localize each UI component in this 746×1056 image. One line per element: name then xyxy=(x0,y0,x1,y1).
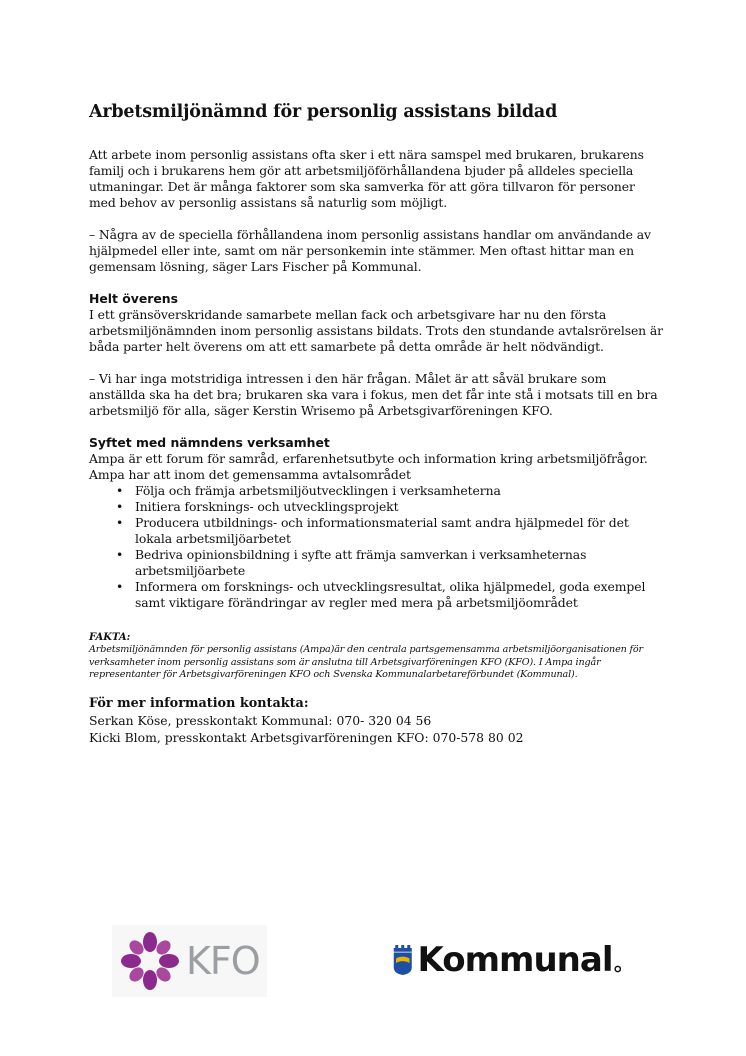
document-title: Arbetsmiljönämnd för personlig assistans bildad xyxy=(89,102,558,122)
quote-lars-fischer: – Några av de speciella förhållandena inom personlig assistans handlar om användande av hjälpmedel eller inte, samt om när personkemin inte stämmer. Men oftast hittar man en gemensam lösning, säger Lars Fischer på Kommunal. xyxy=(89,227,651,274)
list-item: • Initiera forsknings- och utvecklingsprojekt xyxy=(135,499,664,515)
kfo-logo xyxy=(112,925,267,997)
fakta-heading: FAKTA: xyxy=(89,632,131,643)
kfo-flower-icon xyxy=(118,929,182,993)
section-text-syftet: Ampa är ett forum för samråd, erfarenhetsutbyte och information kring arbetsmiljöfrågor. Ampa har att inom det gemensamma avtalsområdet xyxy=(89,451,648,482)
intro-paragraph: Att arbete inom personlig assistans ofta sker i ett nära samspel med brukaren, brukarens familj och i brukarens hem gör att arbetsmiljöförhållandena bjuder på alldeles speciella utmaningar. Det är många faktorer som ska samverka för att göra tillvaron för personer med behov av personlig assistans så naturlig som möjligt. xyxy=(89,147,644,210)
document-body xyxy=(89,102,664,746)
kommunal-logo xyxy=(393,936,621,984)
kommunal-logo-text: Kommunal xyxy=(417,940,613,980)
list-item: • Bedriva opinionsbildning i syfte att främja samverkan i verksamheternas arbetsmiljöarbete xyxy=(135,547,664,579)
contact-heading: För mer information kontakta: xyxy=(89,695,309,711)
section-heading-helt-overens: Helt överens xyxy=(89,291,178,306)
kommunal-dot-icon xyxy=(614,964,622,974)
list-item: • Informera om forsknings- och utvecklingsresultat, olika hjälpmedel, goda exempel samt viktigare förändringar av regler med mera på arbetsmiljöområdet xyxy=(135,579,664,611)
fakta-text: Arbetsmiljönämnden för personlig assistans (Ampa)är den centrala partsgemensamma arbetsmiljöorganisationen för verksamheter inom personlig assistans som är anslutna till Arbetsgivarföreningen KFO (KFO). I Ampa ingår representanter för Arbetsgivarföreningen KFO och Svenska Kommunalarbetareförbundet (Kommunal). xyxy=(89,644,643,681)
section-heading-syftet: Syftet med nämndens verksamhet xyxy=(89,435,330,450)
kfo-logo-text: KFO xyxy=(186,939,260,983)
quote-kerstin-wrisemo: – Vi har inga motstridiga intressen i den här frågan. Målet är att såväl brukare som anställda ska ha det bra; brukaren ska vara i fokus, men det får inte stå i motsats till en bra arbetsmiljö för alla, säger Kerstin Wrisemo på Arbetsgivarföreningen KFO. xyxy=(89,371,658,418)
section-text-helt-overens: I ett gränsöverskridande samarbete mellan fack och arbetsgivare har nu den första arbetsmiljönämnden inom personlig assistans bildats. Trots den stundande avtalsrörelsen är båda parter helt överens om att ett samarbete på detta område är helt nödvändigt. xyxy=(89,307,664,354)
contact-kommunal: Serkan Köse, presskontakt Kommunal: 070- 320 04 56 xyxy=(89,712,432,728)
kommunal-crest-icon xyxy=(393,940,413,980)
purpose-list xyxy=(89,483,664,611)
list-item: • Producera utbildnings- och informationsmaterial samt andra hjälpmedel för det lokala arbetsmiljöarbetet xyxy=(135,515,664,547)
contact-kfo: Kicki Blom, presskontakt Arbetsgivarföreningen KFO: 070-578 80 02 xyxy=(89,729,524,745)
list-item: • Följa och främja arbetsmiljöutvecklingen i verksamheterna xyxy=(135,483,664,499)
